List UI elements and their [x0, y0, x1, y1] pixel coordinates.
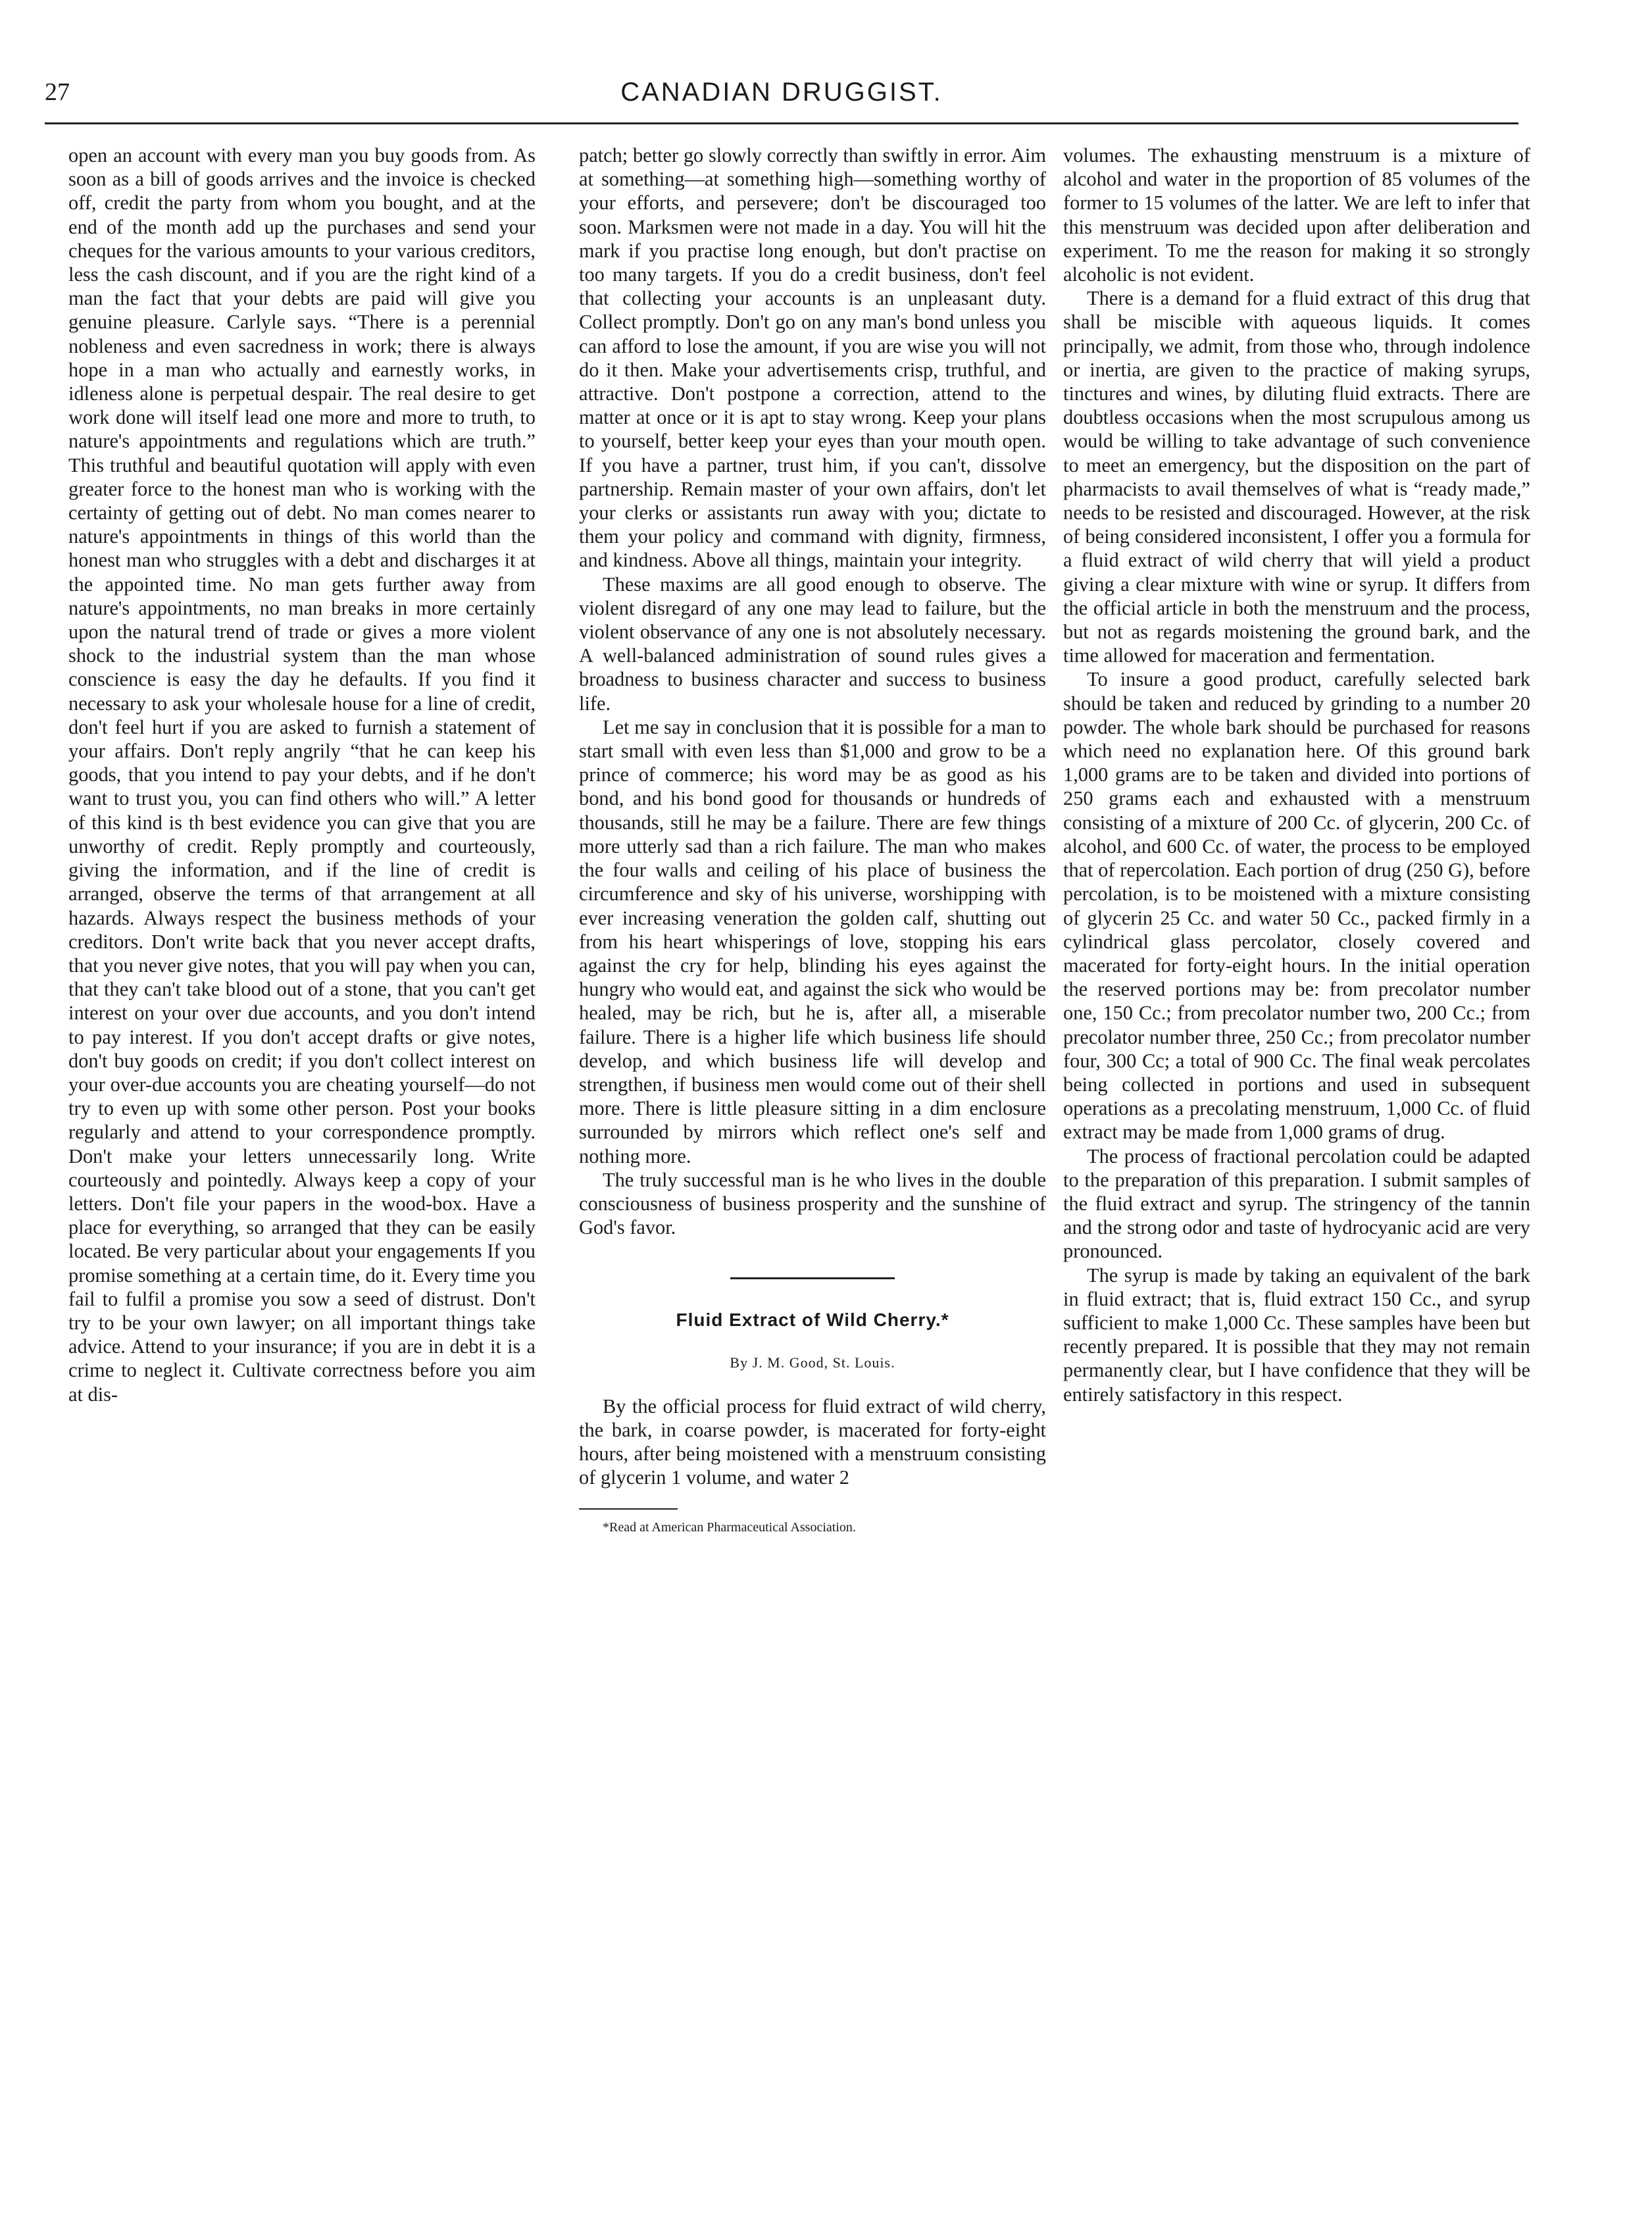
paragraph: There is a demand for a fluid extract of this drug that shall be miscible with aqueous liquids. It comes principally, we admit, from those who, through indolence or inertia, are given to the practice of making syrups, tinctures and wines, by diluting fluid extracts. There are doubtless occasions when the most scrupulous among us would be willing to take advantage of such convenience to meet an emergency, but the disposition on the part of pharmacists to avail themselves of what is “ready made,” needs to be resisted and discouraged. However, at the risk of being considered inconsistent, I offer you a formula for a fluid extract of wild cherry that will yield a product giving a clear mixture with wine or syrup. It differs from the official article in both the menstruum and the process, but not as regards moistening the ground bark, and the time allowed for maceration and fermentation.	[1063, 287, 1530, 667]
header-rule	[45, 122, 1518, 124]
paragraph: The syrup is made by taking an equivalent of the bark in fluid extract; that is, fluid extract 150 Cc., and syrup sufficient to make 1,000 Cc. These samples have been but recently prepared. It is possible that they may not remain permanently clear, but I have confidence that they will be entirely satisfactory in this respect.	[1063, 1263, 1530, 1406]
text-column-3	[1063, 143, 1530, 2170]
text-column-1	[68, 143, 536, 2170]
article-separator-rule	[730, 1277, 895, 1279]
footnote: *Read at American Pharmaceutical Association.	[603, 1519, 856, 1535]
paragraph: Let me say in conclusion that it is possible for a man to start small with even less than $1,000 and grow to be a prince of commerce; his word may be as good as his bond, and his bond good for thousands or hundreds of thousands, still he may be a failure. There are few things more utterly sad than a rich failure. The man who makes the four walls and ceiling of his place of business the circumference and sky of his universe, worshipping with ever increasing veneration the golden calf, shutting out from his heart whisperings of love, stopping his ears against the cry for help, blinding his eyes against the hungry who would eat, and against the sick who would be healed, may be rich, but he is, after all, a miserable failure. There is a higher life which business life should develop, and which business life will develop and strengthen, if business men would come out of their shell more. There is little pleasure sitting in a dim enclosure surrounded by mirrors which reflect one's self and nothing more.	[579, 715, 1046, 1167]
footnote-rule	[579, 1508, 678, 1510]
paragraph: By the official process for fluid extract of wild cherry, the bark, in coarse powder, is macerated for forty-eight hours, after being moistened with a menstruum consisting of glycerin 1 volume, and water 2	[579, 1394, 1046, 1489]
running-head: CANADIAN DRUGGIST.	[620, 78, 943, 107]
paragraph: To insure a good product, carefully selected bark should be taken and reduced by grinding to a number 20 powder. The whole bark should be purchased for reasons which need no explanation here. Of this ground bark 1,000 grams are to be taken and divided into portions of 250 grams each and exhausted with a menstruum consisting of a mixture of 200 Cc. of glycerin, 200 Cc. of alcohol, and 600 Cc. of water, the process to be employed that of repercolation. Each portion of drug (250 G), before percolation, is to be moistened with a mixture consisting of glycerin 25 Cc. and water 50 Cc., packed firmly in a cylindrical glass percolator, closely covered and macerated for forty-eight hours. In the initial operation the reserved portions may be: from precolator number one, 150 Cc.; from precolator number two, 200 Cc.; from precolator number three, 250 Cc.; from precolator number four, 300 Cc; a total of 900 Cc. The final weak percolates being collected in portions and used in subsequent operations as a precolating menstruum, 1,000 Cc. of fluid extract may be made from 1,000 grams of drug.	[1063, 668, 1530, 1144]
paragraph: These maxims are all good enough to observe. The violent disregard of any one may lead to failure, but the violent observance of any one is not absolutely necessary. A well-balanced administration of sound rules gives a broadness to business character and success to business life.	[579, 573, 1046, 715]
paragraph: patch; better go slowly correctly than swiftly in error. Aim at something—at something high—something worthy of your efforts, and persevere; don't be discouraged too soon. Marksmen were not made in a day. You will hit the mark if you practise long enough, but don't practise on too many targets. If you do a credit business, don't feel that collecting your accounts is an unpleasant duty. Collect promptly. Don't go on any man's bond unless you can afford to lose the amount, if you are wise you will not do it then. Make your advertisements crisp, truthful, and attractive. Don't postpone a correction, attend to the matter at once or it is apt to stay wrong. Keep your plans to yourself, better keep your eyes than your mouth open. If you have a partner, trust him, if you can't, dissolve partnership. Remain master of your own affairs, don't let your clerks or assistants run away with you; dictate to them your policy and command with dignity, firmness, and kindness. Above all things, maintain your integrity.	[579, 144, 1046, 572]
paragraph: volumes. The exhausting menstruum is a mixture of alcohol and water in the proportion of 85 volumes of the former to 15 volumes of the latter. We are left to infer that this menstruum was decided upon after deliberation and experiment. To me the reason for making it so strongly alcoholic is not evident.	[1063, 144, 1530, 286]
text-column-2	[579, 143, 1046, 2170]
paragraph: The truly successful man is he who lives in the double consciousness of business prosperity and the sunshine of God's favor.	[579, 1168, 1046, 1239]
article-title: Fluid Extract of Wild Cherry.*	[676, 1310, 949, 1331]
paragraph: open an account with every man you buy goods from. As soon as a bill of goods arrives and the invoice is checked off, credit the party from whom you bought, and at the end of the month add up the purchases and send your cheques for the various amounts to your various creditors, less the cash discount, and if you are the right kind of a man the fact that your debts are paid will give you genuine pleasure. Carlyle says. “There is a perennial nobleness and even sacredness in work; there is always hope in a man who actually and earnestly works, in idleness alone is perpetual despair. The real desire to get work done will itself lead one more and more to truth, to nature's appointments and regulations which are truth.” This truthful and beautiful quotation will apply with even greater force to the honest man who is working with the certainty of getting out of debt. No man comes nearer to nature's appointments in things of this world than the honest man who struggles with a debt and discharges it at the appointed time. No man gets further away from nature's appointments, no man breaks in more certainly upon the natural trend of trade or gives a more violent shock to the industrial system than the man whose conscience is easy the day he defaults. If you find it necessary to ask your wholesale house for a line of credit, don't feel hurt if you are asked to furnish a statement of your affairs. Don't reply angrily “that he can keep his goods, that you intend to pay your debts, and if he don't want to trust you, you can find others who will.” A letter of this kind is th best evidence you can give that you are unworthy of credit. Reply promptly and courteously, giving the information, and if the line of credit is arranged, observe the terms of that arrangement at all hazards. Always respect the business methods of your creditors. Don't write back that you never accept drafts, that you never give notes, that you will pay when you can, that they can't take blood out of a stone, that you can't get interest on your over due accounts, and you don't intend to pay interest. If you don't accept drafts or give notes, don't buy goods on credit; if you don't collect interest on your over-due accounts you are cheating yourself—do not try to even up with some other person. Post your books regularly and attend to your correspondence promptly. Don't make your letters unnecessarily long. Write courteously and pointedly. Always keep a copy of your letters. Don't file your papers in the wood-box. Have a place for everything, so arranged that they can be easily located. Be very particular about your engagements If you promise something at a certain time, do it. Every time you fail to fulfil a promise you sow a seed of distrust. Don't try to be your own lawyer; on all important things take advice. Attend to your insurance; if you are in debt it is a crime to neglect it. Cultivate correctness before you aim at dis-	[68, 144, 536, 1406]
page-number: 27	[45, 78, 70, 106]
article-byline: By J. M. Good, St. Louis.	[730, 1354, 895, 1371]
page-header	[45, 78, 1518, 121]
paragraph: The process of fractional percolation could be adapted to the preparation of this preparation. I submit samples of the fluid extract and syrup. The stringency of the tannin and the strong odor and taste of hydrocyanic acid are very pronounced.	[1063, 1144, 1530, 1263]
